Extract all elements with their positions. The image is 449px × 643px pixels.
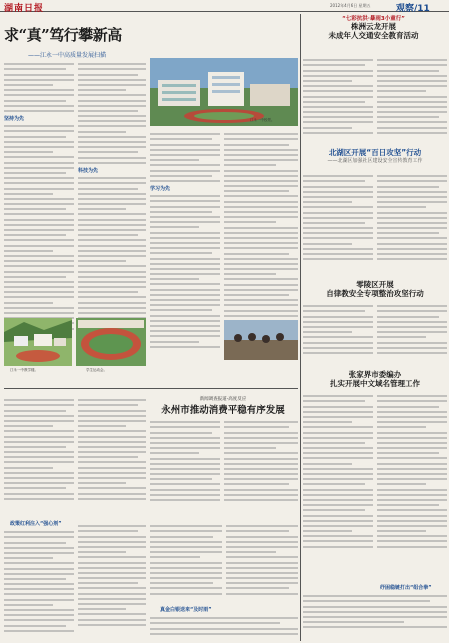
bottom-column-3: [150, 522, 222, 604]
middle-story-header: [148, 396, 298, 416]
students-activity-photo: [224, 320, 298, 360]
middle-column-1: [150, 130, 220, 390]
section-label: 观察/11: [396, 4, 430, 14]
right-lower-column-2: [377, 302, 447, 366]
middle-subhead: 学习为先: [150, 186, 171, 193]
bottom-subhead-1: 政策红利注入“强心剂”: [10, 521, 62, 527]
bottom-subhead-2: 真金白银送来“及时雨”: [160, 607, 212, 613]
bottom-column-5: [226, 522, 298, 604]
left-subhead-2: 科技为先: [78, 167, 99, 174]
issue-date: 2012年4月6日 星期五: [330, 3, 371, 8]
right-mid-story-header: [302, 148, 448, 164]
section-divider: [4, 388, 298, 389]
hillside-school-caption: 江永一中教学楼。: [10, 368, 38, 372]
sports-ground-photo: [76, 318, 146, 366]
middle-story-headline: 永州市推动消费平稳有序发展: [161, 405, 285, 416]
right-bottom-column-2: [377, 392, 447, 582]
right-top-headline-1: 株洲云龙开展: [351, 22, 396, 31]
right-bottom-headline-1: 张家界市委编办: [348, 370, 402, 379]
right-mid-headline: 北湖区开展“百日攻坚”行动: [328, 148, 422, 157]
right-lower-headline-1: 零陵区开展: [356, 280, 394, 289]
newspaper-logo: 湖南日报: [4, 4, 45, 14]
lower-column-4: [224, 418, 298, 518]
campus-photo-caption: 江永一中校景。: [250, 118, 275, 122]
right-bottom-story-header: [302, 370, 448, 388]
right-mid-column-1: [303, 172, 373, 276]
column-divider: [300, 14, 301, 641]
lower-column-3: [150, 418, 220, 518]
bottom-column-2: [78, 522, 146, 640]
right-top-column-1: [303, 56, 373, 146]
right-bottom-headline-2: 扎实开展中文域名管理工作: [330, 379, 420, 388]
right-lower-column-1: [303, 302, 373, 366]
right-lower-story-header: [302, 280, 448, 298]
right-bottom-column-1: [303, 392, 373, 582]
hillside-school-photo: [4, 318, 72, 366]
right-top-headline-2: 未成年人交通安全教育活动: [328, 31, 419, 40]
lower-column-1: [4, 396, 74, 516]
masthead: [0, 0, 449, 12]
right-mid-subhead: ——北湖区加强社区建设安全宣传教育工作: [327, 158, 423, 164]
left-subhead-1: 坚持为先: [4, 116, 25, 123]
bottom-column-1: [4, 528, 74, 640]
right-mid-column-2: [377, 172, 447, 276]
campus-photo: [150, 58, 298, 126]
right-top-column-2: [377, 56, 447, 146]
bottom-column-4: [150, 614, 298, 642]
lower-column-2: [78, 396, 146, 516]
sports-ground-caption: 学生运动会。: [86, 368, 107, 372]
right-top-kicker: “七彩抗洪·暴雨3小童行”: [342, 16, 405, 22]
lead-headline: 求“真”笃行攀新高: [4, 26, 122, 44]
right-top-story: [300, 14, 447, 40]
lead-subhead: ——江永一中高质量发展扫描: [28, 52, 107, 59]
middle-story-kicker: 新闻调查报道-高度反应: [199, 397, 247, 402]
bottom-subhead-3: 纾困稳链打出“组合拳”: [380, 585, 432, 591]
right-final-column: [303, 592, 447, 640]
right-lower-headline-2: 自律教安全专项整治攻坚行动: [326, 289, 424, 298]
